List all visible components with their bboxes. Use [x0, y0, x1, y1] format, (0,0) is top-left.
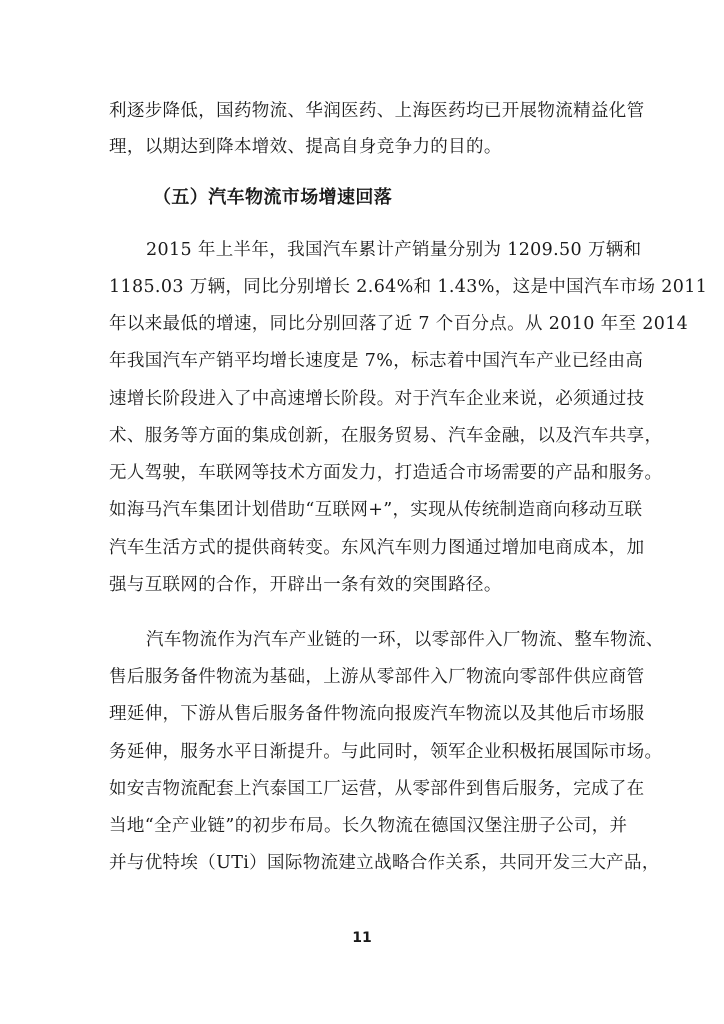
text-line: 速增长阶段进入了中高速增长阶段。对于汽车企业来说，必须通过技: [109, 389, 645, 409]
text-line: 年我国汽车产销平均增长速度是 7%，标志着中国汽车产业已经由高: [109, 351, 644, 371]
text-line: 利逐步降低，国药物流、华润医药、上海医药均已开展物流精益化管: [109, 101, 645, 121]
text-line: 1185.03 万辆，同比分别增长 2.64%和 1.43%，这是中国汽车市场 2011: [109, 277, 708, 297]
text-line: 术、服务等方面的集成创新，在服务贸易、汽车金融，以及汽车共享，: [109, 426, 663, 446]
section-heading: （五）汽车物流市场增速回落: [153, 187, 393, 208]
text-line: 强与互联网的合作，开辟出一条有效的突围路径。: [109, 575, 502, 595]
text-line: 理，以期达到降本增效、提高自身竞争力的目的。: [109, 137, 502, 157]
text-line: 汽车生活方式的提供商转变。东风汽车则力图通过增加电商成本，加: [109, 538, 645, 558]
page-number: 11: [352, 930, 372, 946]
text-line: 售后服务备件物流为基础，上游从零部件入厂物流向零部件供应商管: [109, 667, 645, 687]
text-line: 2015 年上半年，我国汽车累计产销量分别为 1209.50 万辆和: [146, 240, 642, 260]
text-line: 并与优特埃（UTi）国际物流建立战略合作关系，共同开发三大产品，: [109, 853, 660, 873]
text-line: 当地“全产业链”的初步布局。长久物流在德国汉堡注册子公司，并: [109, 816, 628, 836]
text-line: 无人驾驶，车联网等技术方面发力，打造适合市场需要的产品和服务。: [109, 463, 663, 483]
text-line: 务延伸，服务水平日渐提升。与此同时，领军企业积极拓展国际市场。: [109, 742, 663, 762]
text-line: 如海马汽车集团计划借助“互联网+”，实现从传统制造商向移动互联: [109, 500, 643, 520]
text-line: 汽车物流作为汽车产业链的一环，以零部件入厂物流、整车物流、: [146, 630, 664, 650]
text-line: 年以来最低的增速，同比分别回落了近 7 个百分点。从 2010 年至 2014: [109, 314, 689, 334]
text-line: 如安吉物流配套上汽泰国工厂运营，从零部件到售后服务，完成了在: [109, 779, 645, 799]
text-line: 理延伸，下游从售后服务备件物流向报废汽车物流以及其他后市场服: [109, 704, 645, 724]
